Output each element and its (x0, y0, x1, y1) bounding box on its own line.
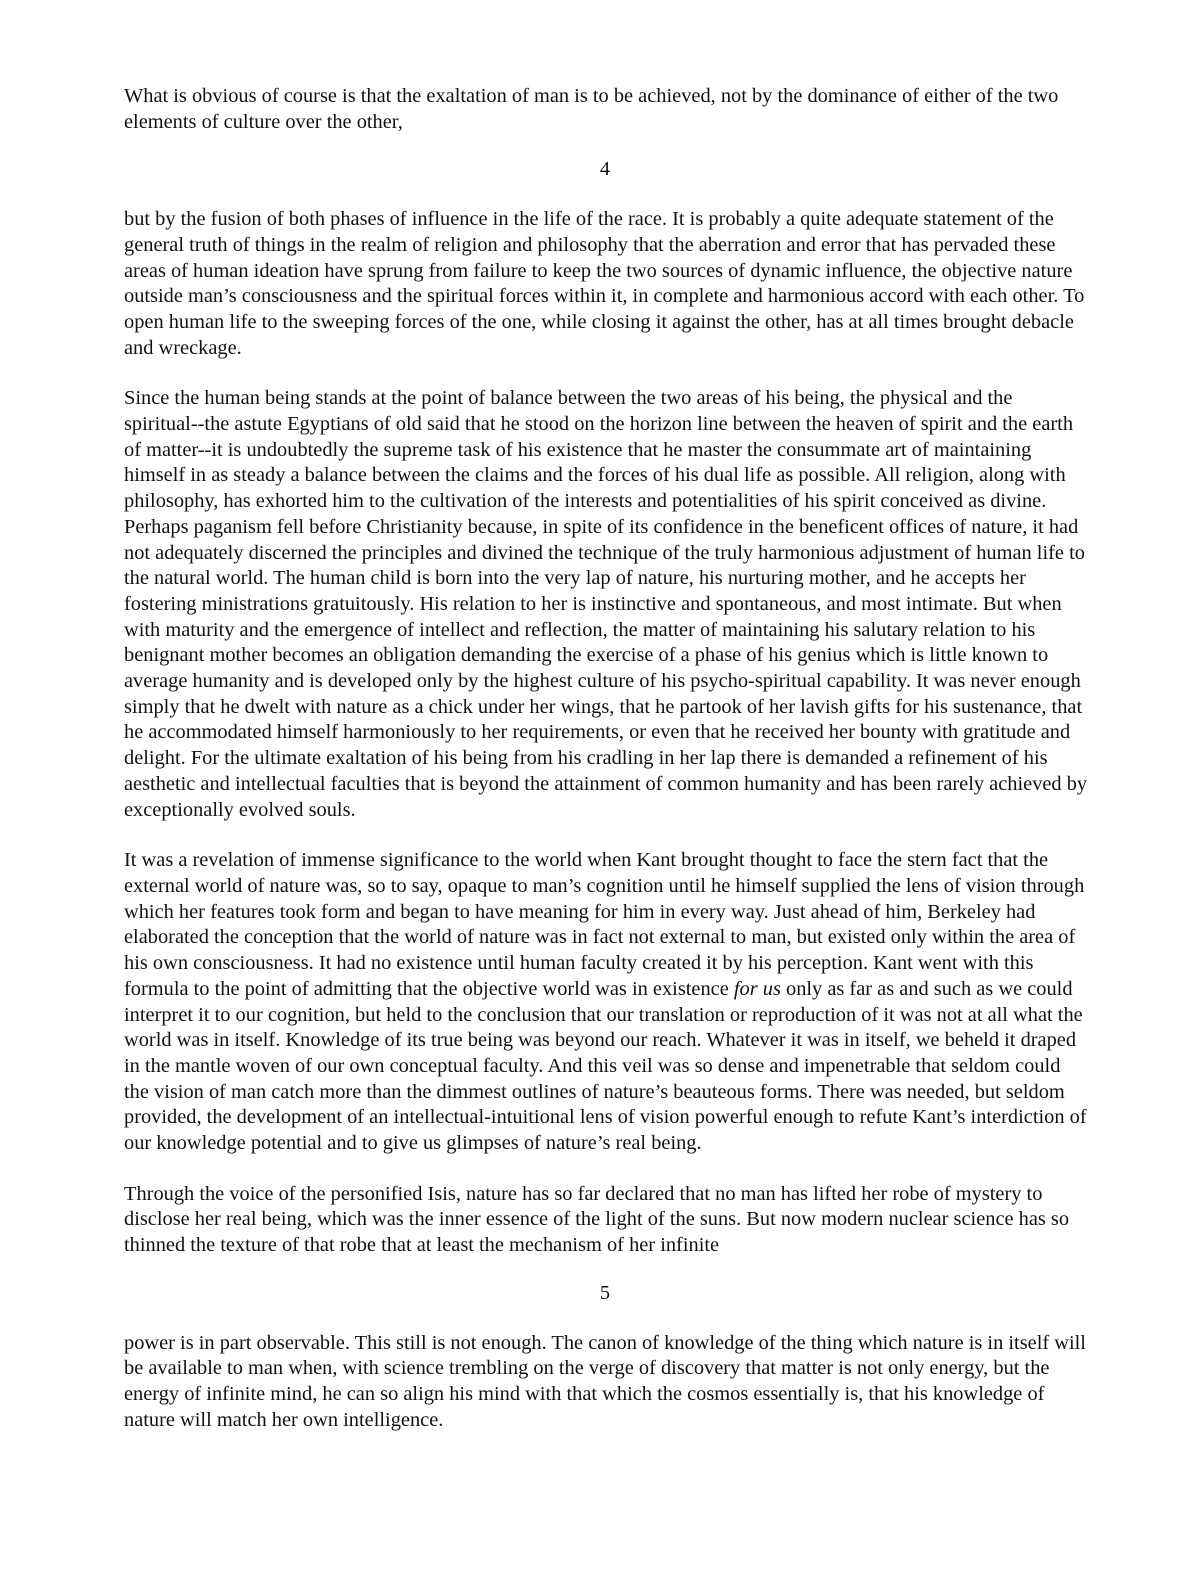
page-number-4: 4 (599, 158, 611, 181)
paragraph-point-of-balance: Since the human being stands at the point of balance between the two areas of his being, the physical and the spiritual--the astute Egyptians of old said that he stood on the horizon line between the heaven of spirit and the earth of matter--it is undoubtedly the supreme task of his existence that he master the consummate art of maintaining himself in as steady a balance between the claims and the forces of his dual life as possible. All religion, along with philosophy, has exhorted him to the cultivation of the interests and potentialities of his spirit conceived as divine. Perhaps paganism fell before Christianity because, in spite of its confidence in the beneficent offices of nature, it had not adequately discerned the principles and divined the technique of the truly harmonious adjustment of human life to the natural world. The human child is born into the very lap of nature, his nurturing mother, and he accepts her fostering ministrations gratuitously. His relation to her is instinctive and spontaneous, and most intimate. But when with maturity and the emergence of intellect and reflection, the matter of maintaining his salutary relation to his benignant mother becomes an obligation demanding the exercise of a phase of his genius which is little known to average humanity and is developed only by the highest culture of his psycho-spiritual capability. It was never enough simply that he dwelt with nature as a chick under her wings, that he partook of her lavish gifts for his sustenance, that he accommodated himself harmoniously to her requirements, or even that he received her bounty with gratitude and delight. For the ultimate exaltation of his being from his cradling in her lap there is demanded a refinement of his aesthetic and intellectual faculties that is beyond the attainment of common humanity and has been rarely achieved by exceptionally evolved souls. (124, 387, 1088, 821)
paragraph-kant-revelation (124, 848, 1088, 1156)
paragraph-fusion-of-influence: but by the fusion of both phases of influence in the life of the race. It is probably a quite adequate statement of the general truth of things in the realm of religion and philosophy that the aberration and error that has pervaded these areas of human ideation have sprung from failure to keep the two sources of dynamic influence, the objective nature outside man’s consciousness and the spiritual forces within it, in complete and harmonious accord with each other. To open human life to the sweeping forces of the one, while closing it against the other, has at all times brought debacle and wreckage. (124, 208, 1085, 359)
emphasis-for-us: for us (733, 977, 781, 1000)
kant-text-after-emphasis: only as far as and such as we could interpret it to our cognition, but held to the conclusion that our translation or reproduction of it was not at all what the world was in itself. Knowledge of its true being was beyond our reach. Whatever it was in itself, we beheld it draped in the mantle woven of our own conceptual faculty. And this veil was so dense and impenetrable that seldom could the vision of man catch more than the dimmest outlines of nature’s beauteous forms. There was needed, but seldom provided, the development of an intellectual-intuitional lens of vision powerful enough to refute Kant’s interdiction of our knowledge potential and to give us glimpses of nature’s real being. (124, 977, 1087, 1155)
kant-text-before-emphasis: It was a revelation of immense significance to the world when Kant brought thought to face the stern fact that the external world of nature was, so to say, opaque to man’s cognition until he himself supplied the lens of vision through which her features took form and began to have meaning for him in every way. Just ahead of him, Berkeley had elaborated the conception that the world of nature was in fact not external to man, but existed only within the area of his own consciousness. It had no existence until human faculty created it by his perception. Kant went with this formula to the point of admitting that the objective world was in existence (124, 849, 1085, 1000)
paragraph-isis-robe: Through the voice of the personified Isis, nature has so far declared that no man has lifted her robe of mystery to disclose her real being, which was the inner essence of the light of the suns. But now modern nuclear science has so thinned the texture of that robe that at least the mechanism of her infinite (124, 1182, 1070, 1257)
paragraph-exaltation-of-man: What is obvious of course is that the exaltation of man is to be achieved, not by the dominance of either of the two elements of culture over the other, (124, 85, 1059, 133)
paragraph-canon-of-knowledge: power is in part observable. This still is not enough. The canon of knowledge of the thing which nature is in itself will be available to man when, with science trembling on the verge of discovery that matter is not only energy, but the energy of infinite mind, he can so align his mind with that which the cosmos essentially is, that his knowledge of nature will match her own intelligence. (124, 1331, 1086, 1431)
page-number-5: 5 (599, 1281, 611, 1304)
document-page (124, 84, 1088, 1433)
